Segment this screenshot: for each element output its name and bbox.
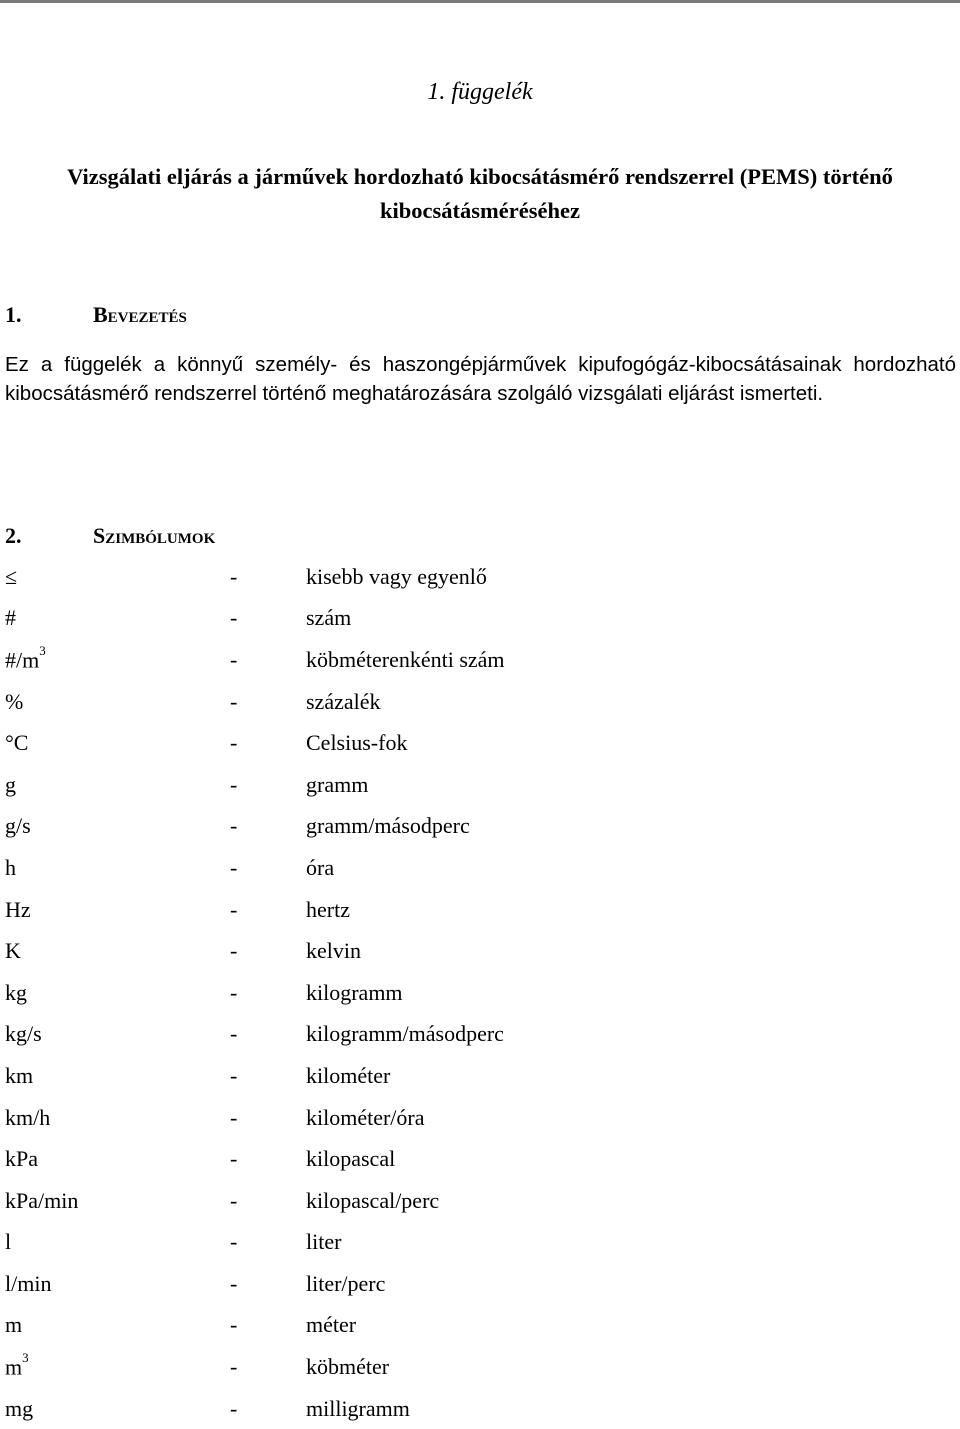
symbol-meaning: kelvin xyxy=(306,938,361,964)
symbol-text: kg/s xyxy=(5,1021,42,1047)
symbol-text: km/h xyxy=(5,1104,51,1130)
symbol-text: Hz xyxy=(5,896,31,922)
section-heading-symbols xyxy=(5,521,215,551)
symbol-row xyxy=(5,806,956,848)
symbol-term xyxy=(5,642,230,673)
introduction-paragraph: Ez a függelék a könnyű személy- és haszongépjárművek kipufogógáz-kibocsátásainak hordozható kibocsátásmérő rendszerrel történő meghatározására szolgáló vizsgálati eljárást ismerteti. xyxy=(5,353,956,405)
symbol-text: l xyxy=(5,1229,12,1255)
symbol-list xyxy=(5,556,956,1429)
symbol-row xyxy=(5,1180,956,1222)
symbol-meaning: gramm xyxy=(306,771,369,797)
symbol-meaning: szám xyxy=(306,605,352,631)
symbol-term xyxy=(5,897,230,923)
symbol-row xyxy=(5,1055,956,1097)
symbol-row xyxy=(5,556,956,598)
symbol-separator: - xyxy=(230,1021,238,1047)
symbol-meaning: kilogramm xyxy=(306,979,403,1005)
symbol-separator: - xyxy=(230,1229,238,1255)
symbol-term xyxy=(5,855,230,881)
symbol-term xyxy=(5,1271,230,1297)
symbol-superscript: 3 xyxy=(22,1349,29,1365)
symbol-meaning: óra xyxy=(306,854,335,880)
symbol-separator: - xyxy=(230,938,238,964)
symbol-meaning: kilopascal/perc xyxy=(306,1187,440,1213)
symbol-meaning: kisebb vagy egyenlő xyxy=(306,563,487,589)
symbol-separator: - xyxy=(230,813,238,839)
symbol-text: g/s xyxy=(5,813,31,839)
symbol-row xyxy=(5,681,956,723)
symbol-term xyxy=(5,1146,230,1172)
symbol-separator: - xyxy=(230,646,238,672)
symbol-meaning: hertz xyxy=(306,896,350,922)
symbol-row xyxy=(5,764,956,806)
symbol-term xyxy=(5,1105,230,1131)
symbol-separator: - xyxy=(230,1062,238,1088)
symbol-separator: - xyxy=(230,1146,238,1172)
symbol-row xyxy=(5,972,956,1014)
symbol-text: mg xyxy=(5,1395,34,1421)
symbol-term xyxy=(5,1063,230,1089)
symbol-row xyxy=(5,1138,956,1180)
symbol-meaning: Celsius-fok xyxy=(306,730,408,756)
symbol-row xyxy=(5,1388,956,1429)
symbol-term xyxy=(5,938,230,964)
symbol-text: km xyxy=(5,1062,34,1088)
symbol-separator: - xyxy=(230,563,238,589)
symbol-separator: - xyxy=(230,771,238,797)
appendix-label: 1. függelék xyxy=(427,79,533,105)
symbol-separator: - xyxy=(230,1270,238,1296)
symbol-separator: - xyxy=(230,896,238,922)
symbol-text: ≤ xyxy=(5,563,18,589)
symbol-term xyxy=(5,605,230,631)
symbol-term xyxy=(5,1349,230,1380)
symbol-term xyxy=(5,1312,230,1338)
symbol-meaning: kilométer/óra xyxy=(306,1104,425,1130)
symbol-row xyxy=(5,1346,956,1388)
symbol-term xyxy=(5,1188,230,1214)
symbol-meaning: milligramm xyxy=(306,1395,410,1421)
section-title: Bevezetés xyxy=(93,302,187,327)
symbol-term xyxy=(5,689,230,715)
symbol-text: g xyxy=(5,771,16,797)
section-number: 1. xyxy=(5,302,22,327)
symbol-term xyxy=(5,564,230,590)
symbol-text: % xyxy=(5,688,24,714)
symbol-separator: - xyxy=(230,1104,238,1130)
symbol-row xyxy=(5,1014,956,1056)
symbol-separator: - xyxy=(230,730,238,756)
symbol-text: # xyxy=(5,605,16,631)
symbol-separator: - xyxy=(230,1187,238,1213)
symbol-term xyxy=(5,980,230,1006)
symbol-text: h xyxy=(5,854,16,880)
symbol-separator: - xyxy=(230,1395,238,1421)
symbol-row xyxy=(5,930,956,972)
symbol-meaning: gramm/másodperc xyxy=(306,813,470,839)
symbol-term xyxy=(5,1229,230,1255)
symbol-meaning: kilogramm/másodperc xyxy=(306,1021,504,1047)
symbol-text: °C xyxy=(5,730,29,756)
symbol-row xyxy=(5,639,956,681)
symbol-text: l/min xyxy=(5,1270,52,1296)
symbol-meaning: kilopascal xyxy=(306,1146,396,1172)
symbol-meaning: köbméterenkénti szám xyxy=(306,646,505,672)
symbol-text: kPa xyxy=(5,1146,38,1172)
symbol-row xyxy=(5,1097,956,1139)
symbol-term xyxy=(5,1396,230,1422)
symbol-separator: - xyxy=(230,1312,238,1338)
symbol-meaning: köbméter xyxy=(306,1354,390,1380)
top-rule xyxy=(0,0,960,3)
symbol-separator: - xyxy=(230,1354,238,1380)
symbol-separator: - xyxy=(230,605,238,631)
symbol-separator: - xyxy=(230,979,238,1005)
symbol-term xyxy=(5,730,230,756)
symbol-meaning: liter/perc xyxy=(306,1270,386,1296)
section-number: 2. xyxy=(5,523,22,548)
symbol-row xyxy=(5,722,956,764)
symbol-meaning: liter xyxy=(306,1229,342,1255)
section-heading-introduction xyxy=(5,300,187,330)
symbol-row xyxy=(5,1263,956,1305)
symbol-row xyxy=(5,1305,956,1347)
symbol-row xyxy=(5,847,956,889)
symbol-text: kPa/min xyxy=(5,1187,79,1213)
symbol-meaning: kilométer xyxy=(306,1062,391,1088)
symbol-text: m xyxy=(5,1354,23,1380)
document-title: Vizsgálati eljárás a járművek hordozható kibocsátásmérő rendszerrel (PEMS) történő kibocsátásméréséhez xyxy=(67,164,893,223)
symbol-text: m xyxy=(5,1312,23,1338)
symbol-separator: - xyxy=(230,854,238,880)
symbol-row xyxy=(5,598,956,640)
symbol-text: K xyxy=(5,938,21,964)
symbol-term xyxy=(5,813,230,839)
symbol-term xyxy=(5,1021,230,1047)
symbol-row xyxy=(5,889,956,931)
symbol-meaning: százalék xyxy=(306,688,381,714)
symbol-text: kg xyxy=(5,979,27,1005)
section-title: Szimbólumok xyxy=(93,523,216,548)
symbol-superscript: 3 xyxy=(39,642,46,658)
symbol-separator: - xyxy=(230,688,238,714)
symbol-term xyxy=(5,772,230,798)
symbol-row xyxy=(5,1222,956,1264)
symbol-meaning: méter xyxy=(306,1312,357,1338)
symbol-text: #/m xyxy=(5,647,40,673)
